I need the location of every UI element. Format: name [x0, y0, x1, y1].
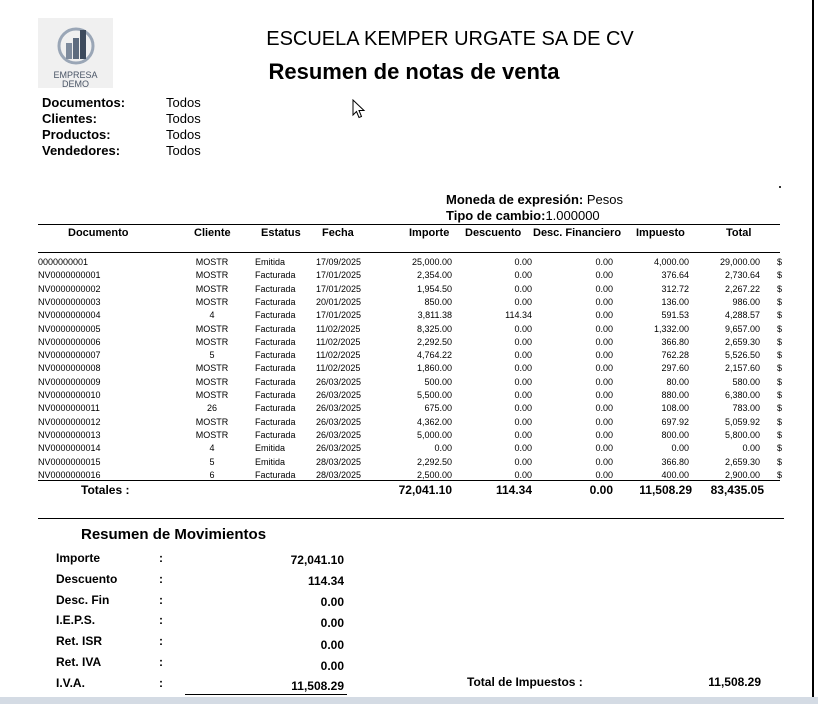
cell-estatus: Emitida: [255, 257, 286, 267]
cell-total: 2,730.64: [724, 270, 760, 281]
cell-total: 5,800.00: [724, 429, 760, 440]
cell-total: 5,059.92: [724, 416, 760, 427]
summary-colon: :: [159, 613, 163, 627]
cell-cliente: MOSTR: [195, 323, 229, 334]
cell-descuento: 0.00: [514, 443, 532, 454]
col-header-cliente: Cliente: [194, 227, 231, 239]
cell-importe: 2,354.00: [416, 270, 452, 281]
cell-impuesto: 4,000.00: [653, 257, 689, 267]
col-header-descuento: Descuento: [465, 227, 522, 239]
company-logo: [38, 18, 113, 88]
cell-total: 2,157.60: [724, 363, 760, 374]
cell-moneda: $: [777, 390, 783, 400]
col-header-desc-financiero: Desc. Financiero: [533, 227, 622, 239]
cell-total: 2,900.00: [724, 469, 760, 480]
table-row: [0, 256, 818, 269]
cell-fecha: 26/03/2025: [316, 376, 362, 387]
cell-moneda: $: [777, 363, 783, 374]
cell-fecha: 17/01/2025: [316, 283, 362, 294]
filter-label: Clientes:: [42, 111, 97, 126]
cell-estatus: Facturada: [255, 296, 296, 307]
col-header-impuesto: Impuesto: [636, 227, 685, 239]
cell-impuesto: 312.72: [661, 283, 689, 294]
cell-estatus: Facturada: [255, 363, 296, 374]
cell-importe: 1,860.00: [416, 363, 452, 374]
cell-documento: NV0000000006: [38, 336, 101, 347]
logo-text-line2: DEMO: [62, 79, 89, 89]
cell-desc-financiero: 0.00: [595, 429, 613, 440]
cell-descuento: 114.34: [505, 310, 532, 321]
filter-value: Todos: [166, 127, 201, 142]
cell-importe: 2,292.50: [416, 336, 452, 347]
cell-descuento: 0.00: [514, 416, 532, 427]
summary-value: 0.00: [320, 595, 344, 609]
summary-colon: :: [159, 572, 163, 586]
cell-cliente: 5: [209, 350, 215, 361]
cell-moneda: $: [777, 336, 783, 347]
table-row: [0, 376, 818, 389]
total-descuento: 114.34: [495, 483, 532, 497]
table-row: [0, 362, 818, 375]
cell-descuento: 0.00: [514, 429, 532, 440]
cell-fecha: 17/01/2025: [316, 270, 362, 281]
tax-total-value: 11,508.29: [708, 675, 761, 689]
cell-documento: NV0000000014: [38, 443, 101, 454]
cell-fecha: 20/01/2025: [316, 296, 362, 307]
cell-total: 29,000.00: [719, 257, 760, 267]
summary-value: 72,041.10: [290, 553, 344, 567]
table-row: [0, 456, 818, 469]
cell-cliente: MOSTR: [195, 296, 229, 307]
cell-desc-financiero: 0.00: [595, 257, 613, 267]
table-row: [0, 336, 818, 349]
cell-estatus: Facturada: [255, 336, 296, 347]
cell-desc-financiero: 0.00: [595, 310, 613, 321]
cell-impuesto: 1,332.00: [653, 323, 689, 334]
cell-cliente: 4: [209, 310, 215, 321]
cell-total: 986.00: [732, 296, 760, 307]
summary-label: I.E.P.S.: [56, 613, 96, 627]
summary-value: 0.00: [320, 638, 344, 652]
cell-impuesto: 591.53: [661, 310, 689, 321]
summary-title: Resumen de Movimientos: [81, 526, 267, 543]
cell-impuesto: 366.80: [661, 336, 689, 347]
cell-cliente: MOSTR: [195, 363, 229, 374]
filter-value: Todos: [166, 95, 201, 110]
cell-total: 4,288.57: [724, 310, 760, 321]
cell-moneda: $: [777, 350, 783, 361]
cell-documento: NV0000000015: [38, 456, 101, 467]
cell-fecha: 17/09/2025: [316, 257, 362, 267]
filter-value: Todos: [166, 143, 201, 158]
cell-moneda: $: [777, 416, 783, 427]
cell-desc-financiero: 0.00: [595, 403, 613, 414]
cell-impuesto: 0.00: [671, 443, 689, 454]
cell-descuento: 0.00: [514, 257, 532, 267]
cell-importe: 1,954.50: [416, 283, 452, 294]
cell-total: 2,659.30: [724, 336, 760, 347]
cell-descuento: 0.00: [514, 323, 532, 334]
cell-cliente: 4: [209, 443, 215, 454]
cell-estatus: Emitida: [255, 456, 286, 467]
cell-descuento: 0.00: [514, 283, 532, 294]
cell-documento: NV0000000003: [38, 296, 101, 307]
company-name: ESCUELA KEMPER URGATE SA DE CV: [266, 28, 634, 50]
col-header-fecha: Fecha: [322, 227, 354, 239]
cell-descuento: 0.00: [514, 390, 532, 400]
cell-moneda: $: [777, 296, 783, 307]
summary-label: I.V.A.: [56, 676, 85, 690]
cell-cliente: 26: [206, 403, 217, 414]
report-title: Resumen de notas de venta: [268, 59, 560, 84]
cell-descuento: 0.00: [514, 456, 532, 467]
cell-importe: 5,000.00: [416, 429, 452, 440]
filter-value: Todos: [166, 111, 201, 126]
cell-total: 2,267.22: [724, 283, 760, 294]
cell-impuesto: 376.64: [661, 270, 689, 281]
cell-importe: 0.00: [434, 443, 452, 454]
cell-importe: 675.00: [424, 403, 452, 414]
cell-importe: 4,764.22: [416, 350, 452, 361]
cell-desc-financiero: 0.00: [595, 363, 613, 374]
summary-underline: [185, 694, 347, 695]
cell-total: 580.00: [732, 376, 760, 387]
table-row: [0, 429, 818, 442]
summary-label: Desc. Fin: [56, 593, 110, 607]
cell-fecha: 26/03/2025: [316, 443, 362, 454]
cell-moneda: $: [777, 469, 783, 480]
cell-desc-financiero: 0.00: [595, 456, 613, 467]
cell-moneda: $: [777, 283, 783, 294]
cell-estatus: Facturada: [255, 376, 296, 387]
summary-colon: :: [159, 593, 163, 607]
cell-estatus: Facturada: [255, 403, 296, 414]
cell-estatus: Facturada: [255, 469, 296, 480]
cell-cliente: MOSTR: [195, 270, 229, 281]
cell-importe: 25,000.00: [411, 257, 452, 267]
summary-label: Descuento: [56, 572, 118, 586]
total-desc-financiero: 0.00: [589, 483, 613, 497]
cell-fecha: 11/02/2025: [316, 363, 361, 374]
table-row: [0, 442, 818, 455]
cell-documento: NV0000000001: [38, 270, 101, 281]
cell-documento: NV0000000005: [38, 323, 101, 334]
header-bottom-rule: [38, 252, 780, 253]
cell-documento: NV0000000010: [38, 390, 101, 400]
cell-estatus: Facturada: [255, 310, 296, 321]
cell-moneda: $: [777, 323, 783, 334]
cell-importe: 4,362.00: [416, 416, 452, 427]
exchange-rate-value: 1.000000: [545, 208, 600, 223]
cell-impuesto: 136.00: [661, 296, 689, 307]
cell-moneda: $: [777, 310, 783, 321]
cell-cliente: MOSTR: [195, 257, 229, 267]
cell-impuesto: 366.80: [661, 456, 689, 467]
cell-fecha: 26/03/2025: [316, 416, 362, 427]
cell-desc-financiero: 0.00: [595, 469, 613, 480]
cell-desc-financiero: 0.00: [595, 283, 613, 294]
summary-colon: :: [159, 634, 163, 648]
cell-estatus: Facturada: [255, 323, 296, 334]
totals-rule: [38, 480, 780, 481]
stray-mark: [779, 186, 781, 188]
tax-total-label: Total de Impuestos :: [467, 675, 583, 689]
cell-documento: NV0000000009: [38, 376, 101, 387]
cell-importe: 8,325.00: [416, 323, 452, 334]
cell-cliente: MOSTR: [195, 429, 229, 440]
total-total: 83,435.05: [710, 483, 764, 497]
cell-descuento: 0.00: [514, 376, 532, 387]
cell-fecha: 28/03/2025: [316, 456, 362, 467]
currency-label: Moneda de expresión:: [446, 192, 584, 207]
filter-label: Productos:: [42, 127, 111, 142]
summary-label: Ret. IVA: [56, 655, 102, 669]
cell-importe: 3,811.38: [417, 310, 452, 321]
cell-impuesto: 400.00: [661, 469, 689, 480]
logo-text-line1: EMPRESA: [53, 70, 98, 80]
cell-impuesto: 880.00: [661, 390, 689, 400]
cell-importe: 5,500.00: [416, 390, 452, 400]
cell-fecha: 28/03/2025: [316, 469, 362, 480]
table-row: [0, 402, 818, 415]
cell-impuesto: 80.00: [666, 376, 689, 387]
cell-moneda: $: [777, 257, 783, 267]
cell-total: 0.00: [742, 443, 760, 454]
mouse-cursor-icon: [352, 99, 366, 119]
cell-estatus: Facturada: [255, 429, 296, 440]
cell-cliente: 5: [209, 456, 215, 467]
cell-cliente: MOSTR: [195, 283, 229, 294]
cell-descuento: 0.00: [514, 336, 532, 347]
col-header-documento: Documento: [68, 227, 129, 239]
cell-documento: NV0000000012: [38, 416, 101, 427]
header-top-rule: [38, 224, 780, 225]
col-header-estatus: Estatus: [261, 227, 301, 239]
cell-moneda: $: [777, 443, 783, 454]
window-bottom-strip: [0, 697, 818, 704]
cell-impuesto: 297.60: [661, 363, 689, 374]
cell-descuento: 0.00: [514, 296, 532, 307]
cell-total: 783.00: [732, 403, 760, 414]
cell-impuesto: 108.00: [661, 403, 689, 414]
cell-documento: NV0000000002: [38, 283, 101, 294]
cell-cliente: MOSTR: [195, 416, 229, 427]
total-impuesto: 11,508.29: [639, 483, 692, 497]
summary-colon: :: [159, 551, 163, 565]
table-row: [0, 283, 818, 296]
cell-fecha: 26/03/2025: [316, 390, 362, 400]
cell-moneda: $: [777, 403, 783, 414]
summary-label: Importe: [56, 551, 101, 565]
cell-total: 2,659.30: [724, 456, 760, 467]
table-row: [0, 269, 818, 282]
cell-moneda: $: [777, 429, 783, 440]
cell-cliente: MOSTR: [195, 376, 229, 387]
cell-fecha: 26/03/2025: [316, 403, 362, 414]
cell-desc-financiero: 0.00: [595, 350, 613, 361]
cell-estatus: Facturada: [255, 416, 296, 427]
cell-importe: 850.00: [424, 296, 452, 307]
cell-total: 6,380.00: [724, 390, 760, 400]
cell-importe: 500.00: [424, 376, 452, 387]
cell-documento: NV0000000011: [38, 403, 100, 414]
exchange-rate-label: Tipo de cambio:: [446, 208, 546, 223]
cell-estatus: Facturada: [255, 283, 296, 294]
cell-desc-financiero: 0.00: [595, 336, 613, 347]
totals-label: Totales :: [81, 483, 130, 497]
cell-cliente: 6: [209, 469, 215, 480]
cell-moneda: $: [777, 270, 783, 281]
summary-colon: :: [159, 655, 163, 669]
cell-estatus: Facturada: [255, 350, 296, 361]
currency-value: Pesos: [586, 192, 624, 207]
cell-documento: 0000000001: [38, 257, 89, 267]
cell-desc-financiero: 0.00: [595, 270, 613, 281]
summary-value: 114.34: [307, 574, 344, 588]
cell-descuento: 0.00: [514, 363, 532, 374]
cell-importe: 2,500.00: [416, 469, 452, 480]
table-row: [0, 349, 818, 362]
cell-fecha: 11/02/2025: [316, 336, 361, 347]
cell-desc-financiero: 0.00: [595, 376, 613, 387]
cell-desc-financiero: 0.00: [595, 390, 613, 400]
filter-label: Vendedores:: [42, 143, 121, 158]
cell-total: 9,657.00: [724, 323, 760, 334]
cell-descuento: 0.00: [514, 270, 532, 281]
cell-descuento: 0.00: [514, 469, 532, 480]
cell-estatus: Facturada: [255, 270, 296, 281]
cell-moneda: $: [777, 456, 783, 467]
cell-fecha: 11/02/2025: [316, 350, 361, 361]
cell-fecha: 17/01/2025: [316, 310, 362, 321]
summary-label: Ret. ISR: [56, 634, 103, 648]
cell-descuento: 0.00: [514, 350, 532, 361]
filter-label: Documentos:: [42, 95, 126, 110]
cell-documento: NV0000000016: [38, 469, 101, 480]
cell-documento: NV0000000013: [38, 429, 101, 440]
cell-desc-financiero: 0.00: [595, 416, 613, 427]
total-importe: 72,041.10: [398, 483, 452, 497]
cell-cliente: MOSTR: [195, 390, 229, 400]
cell-documento: NV0000000007: [38, 350, 101, 361]
cell-moneda: $: [777, 376, 783, 387]
cell-impuesto: 762.28: [661, 350, 689, 361]
exchange-rate-line: [446, 208, 600, 223]
cell-total: 5,526.50: [724, 350, 760, 361]
cell-estatus: Emitida: [255, 443, 286, 454]
cell-fecha: 11/02/2025: [316, 323, 361, 334]
buildings-icon: [55, 25, 97, 67]
cell-documento: NV0000000004: [38, 310, 101, 321]
cell-fecha: 26/03/2025: [316, 429, 362, 440]
cell-importe: 2,292.50: [416, 456, 452, 467]
col-header-total: Total: [726, 227, 752, 239]
summary-value: 11,508.29: [291, 679, 344, 693]
cell-cliente: MOSTR: [195, 336, 229, 347]
table-row: [0, 323, 818, 336]
cell-descuento: 0.00: [514, 403, 532, 414]
cell-desc-financiero: 0.00: [595, 443, 613, 454]
summary-colon: :: [159, 676, 163, 690]
cell-estatus: Facturada: [255, 390, 296, 400]
cell-desc-financiero: 0.00: [595, 323, 613, 334]
cell-documento: NV0000000008: [38, 363, 101, 374]
cell-impuesto: 697.92: [661, 416, 689, 427]
cell-desc-financiero: 0.00: [595, 296, 613, 307]
table-row: [0, 296, 818, 309]
summary-top-rule: [38, 518, 784, 519]
cell-impuesto: 800.00: [661, 429, 689, 440]
table-row: [0, 309, 818, 322]
currency-line: [446, 192, 623, 207]
summary-value: 0.00: [320, 659, 344, 673]
summary-value: 0.00: [320, 616, 344, 630]
table-row: [0, 389, 818, 402]
col-header-importe: Importe: [409, 227, 450, 239]
page-right-border: [812, 0, 814, 704]
table-row: [0, 416, 818, 429]
